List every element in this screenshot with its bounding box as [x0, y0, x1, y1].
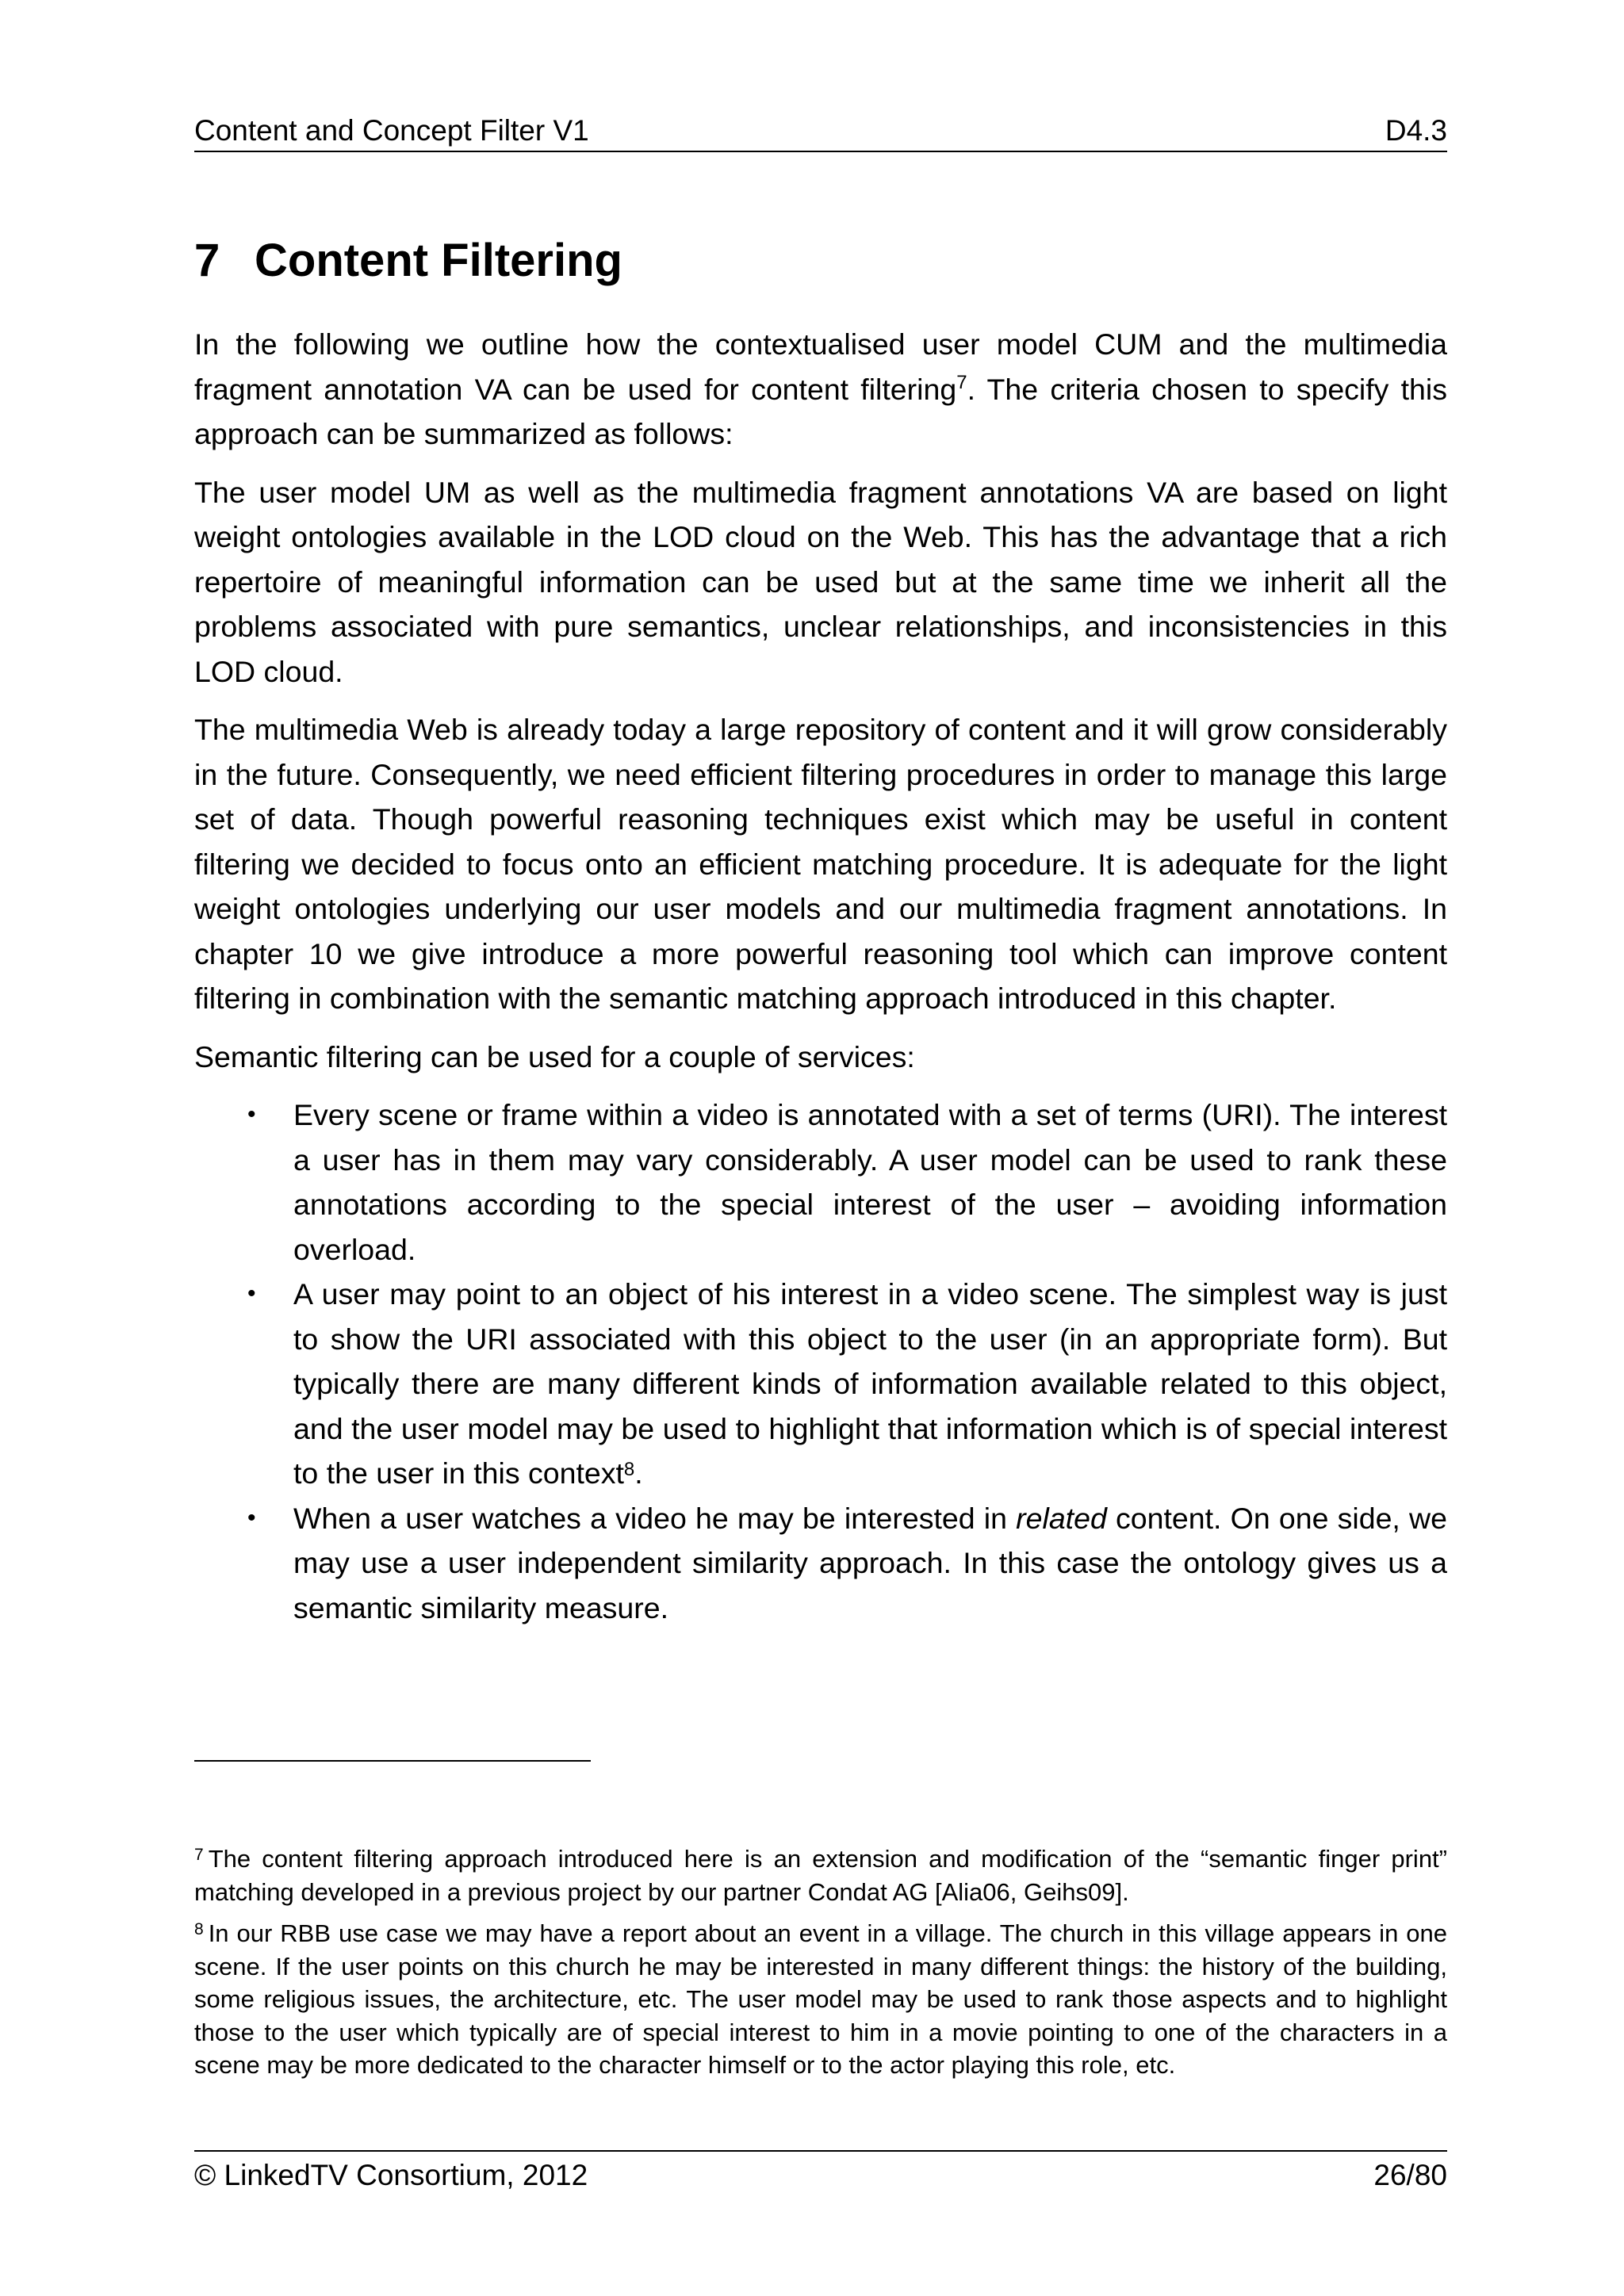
header-deliverable-id: D4.3: [1385, 114, 1447, 147]
paragraph-intro: In the following we outline how the contextualised user model CUM and the multimedia fragment annotation VA can be used for content filtering$^7$. The criteria chosen to specify this approach can be summarized as follows:: [194, 327, 1447, 450]
footnote-ref-8[interactable]: 8: [623, 1459, 635, 1480]
bullet-icon: •: [247, 1504, 256, 1531]
header-document-title: Content and Concept Filter V1: [194, 114, 589, 147]
section-number: 7: [194, 235, 220, 286]
footnote-ref-7[interactable]: 7: [956, 371, 967, 393]
page-header: [194, 111, 1447, 152]
list-item: • Every scene or frame within a video is annotated with a set of terms (URI). The interest a user has in them may vary considerably. A user model can be used to rank these annotations according to the special interest of the user – avoiding information overload.: [194, 1093, 1447, 1272]
services-list: [194, 1093, 1447, 1630]
bullet-icon: •: [247, 1280, 256, 1307]
footnotes: [194, 1843, 1447, 2091]
paragraph-services-intro: Semantic filtering can be used for a couple of services:: [194, 1039, 915, 1073]
main-content: [194, 230, 1447, 1630]
footnote-separator: [194, 1760, 591, 1762]
section-title: Content Filtering: [255, 235, 622, 286]
footer-copyright: © LinkedTV Consortium, 2012: [194, 2159, 588, 2191]
bullet-icon: •: [247, 1101, 256, 1127]
emphasis-related: related: [1016, 1501, 1107, 1535]
page-footer: [194, 2150, 1447, 2195]
footer-page-number: 26/80: [1373, 2159, 1447, 2191]
paragraph-user-model: The user model UM as well as the multimedia fragment annotations VA are based on light weight ontologies available in the LOD cloud on the Web. This has the advantage that a rich repertoire of meaningful information can be used but at the same time we inherit all the problems associated with pure semantics, unclear relationships, and inconsistencies in this LOD cloud.: [194, 475, 1447, 688]
list-item: • When a user watches a video he may be interested in related content. On one side, we may use a user independent similarity approach. In this case the ontology gives us a semantic similarity measure.: [194, 1496, 1447, 1631]
paragraph-multimedia-web: The multimedia Web is already today a large repository of content and it will grow considerably in the future. Consequently, we need efficient filtering procedures in order to manage this large set of data. Though powerful reasoning techniques exist which may be useful in content filtering we decided to focus onto an efficient matching procedure. It is adequate for the light weight ontologies underlying our user models and our multimedia fragment annotations. In chapter 10 we give introduce a more powerful reasoning tool which can improve content filtering in combination with the semantic matching approach introduced in this chapter.: [194, 713, 1447, 1015]
footnote-8: $^8$ In our RBB use case we may have a report about an event in a village. The church in this village appears in one scene. If the user points on this church he may be interested in many different things: the history of the building, some religious issues, the architecture, etc. The user model may be used to rank those aspects and to highlight those to the user which typically are of special interest to him in a movie pointing to one of the characters in a scene may be more dedicated to the character himself or to the actor playing this role, etc.: [194, 1919, 1447, 2079]
section-heading: [194, 230, 1447, 292]
footnote-7: $^7$ The content filtering approach introduced here is an extension and modification of the “semantic finger print” matching developed in a previous project by our partner Condat AG [Alia06, Geihs09].: [194, 1845, 1447, 1906]
list-item: • A user may point to an object of his interest in a video scene. The simplest way is just to show the URI associated with this object to the user (in an appropriate form). But typically there are many different kinds of information available related to this object, and the user model may be used to highlight that information which is of special interest to the user in this context$^8$.: [194, 1272, 1447, 1496]
